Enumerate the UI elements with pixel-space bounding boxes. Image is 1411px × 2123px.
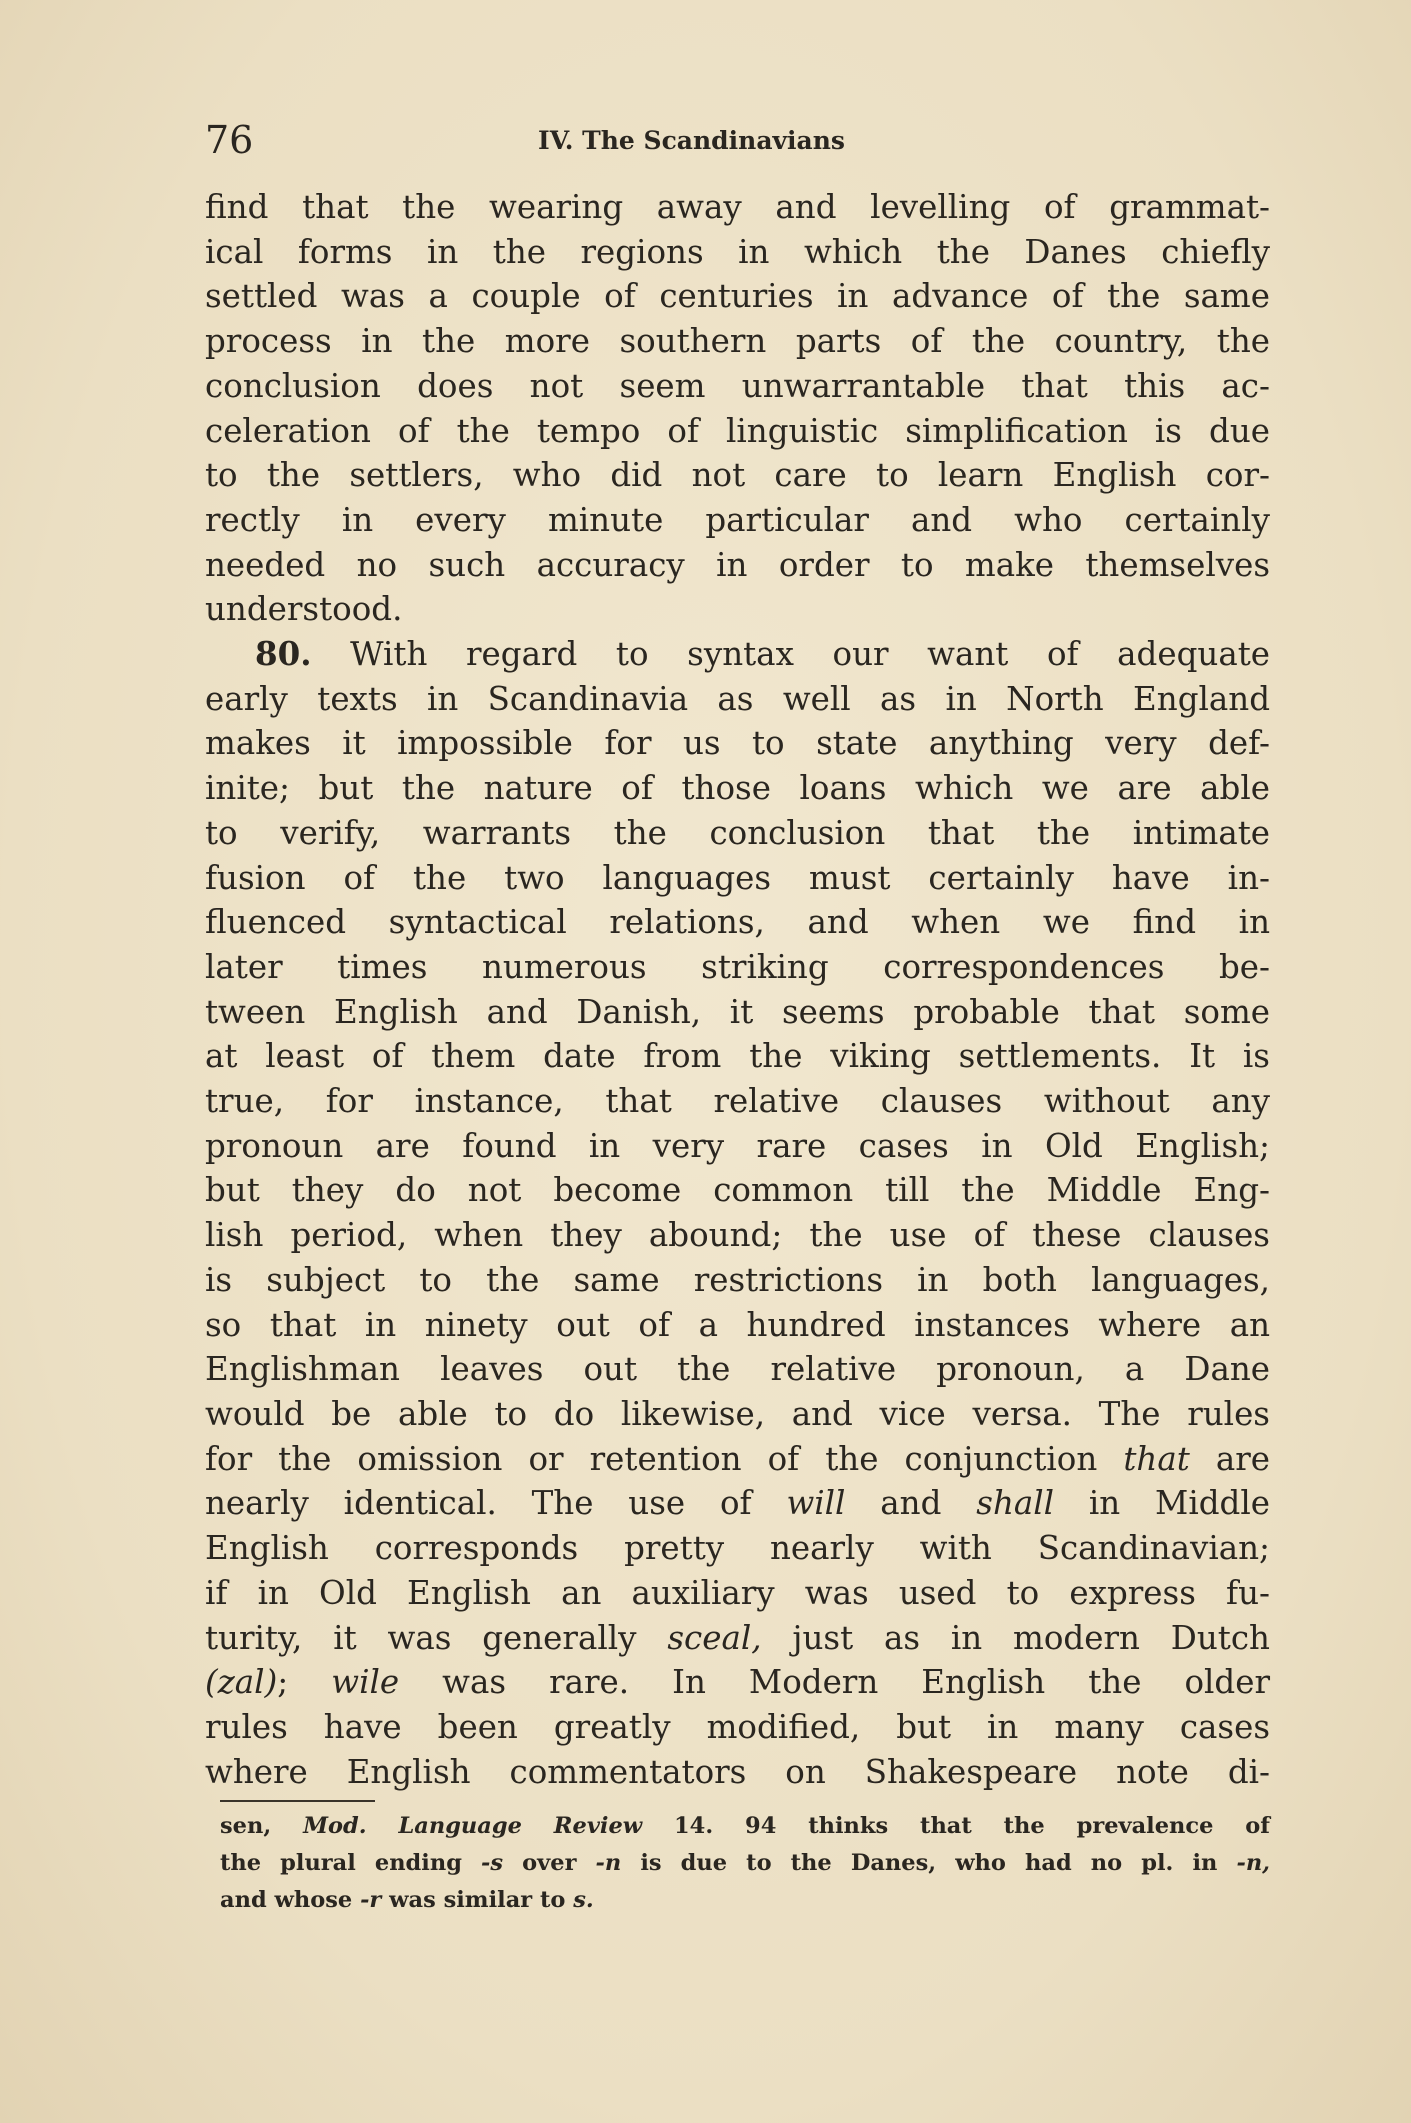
text-line: understood. xyxy=(205,590,403,629)
page-header xyxy=(205,118,1270,168)
text-line: if in Old English an auxiliary was used to express fu- xyxy=(205,1573,1270,1612)
text-line: true, for instance, that relative clauses without any xyxy=(205,1082,1270,1121)
italic-term: wile xyxy=(331,1663,400,1702)
text-line: later times numerous striking correspondences be- xyxy=(205,947,1270,986)
text-line: turity, it was generally sceal, just as in modern Dutch xyxy=(205,1618,1270,1657)
text-line: 80. With regard to syntax our want of adequate xyxy=(255,634,1270,674)
italic-term: will xyxy=(786,1484,846,1523)
text-line: is subject to the same restrictions in both languages, xyxy=(205,1260,1270,1299)
text-line: English corresponds pretty nearly with Scandinavian; xyxy=(205,1529,1270,1568)
text-line: at least of them date from the viking settlements. It is xyxy=(205,1037,1270,1076)
text-line: fluenced syntactical relations, and when we find in xyxy=(205,903,1270,942)
footnote-rule xyxy=(220,1800,375,1802)
text-line: would be able to do likewise, and vice versa. The rules xyxy=(205,1394,1270,1433)
body-text xyxy=(205,185,1270,1794)
text-line: to the settlers, who did not care to learn English cor- xyxy=(205,456,1270,495)
text-line: inite; but the nature of those loans which we are able xyxy=(205,769,1270,808)
footnote xyxy=(220,1808,1270,1919)
text-line: conclusion does not seem unwarrantable that this ac- xyxy=(205,366,1270,405)
footnote-line: and whose -r was similar to s. xyxy=(220,1887,594,1913)
text-line: ical forms in the regions in which the Danes chiefly xyxy=(205,232,1270,271)
text-line: makes it impossible for us to state anything very def- xyxy=(205,724,1270,763)
text-line: pronoun are found in very rare cases in Old English; xyxy=(205,1126,1270,1165)
text-line: celeration of the tempo of linguistic simplification is due xyxy=(205,411,1270,450)
journal-title: Mod. Language Review xyxy=(303,1813,643,1839)
text-line: rectly in every minute particular and who certainly xyxy=(205,500,1270,539)
text-line: (zal); wile was rare. In Modern English the older xyxy=(205,1663,1270,1702)
paragraph-2 xyxy=(205,632,1270,1794)
italic-term: that xyxy=(1123,1439,1190,1478)
paragraph-1 xyxy=(205,185,1270,632)
footnote-line: the plural ending -s over -n is due to the Danes, who had no pl. in -n, xyxy=(220,1850,1271,1876)
text-line: fusion of the two languages must certainly have in- xyxy=(205,858,1270,897)
italic-term: sceal, xyxy=(667,1618,762,1657)
text-line: lish period, when they abound; the use of these clauses xyxy=(205,1216,1270,1255)
text-line: settled was a couple of centuries in advance of the same xyxy=(205,277,1270,316)
italic-term: (zal) xyxy=(205,1663,278,1702)
text-line: rules have been greatly modified, but in many cases xyxy=(205,1707,1270,1746)
page-number: 76 xyxy=(205,118,254,162)
text-line: to verify, warrants the conclusion that the intimate xyxy=(205,813,1270,852)
text-line: early texts in Scandinavia as well as in North England xyxy=(205,679,1270,718)
text-line: process in the more southern parts of the country, the xyxy=(205,322,1270,361)
text-line: but they do not become common till the Middle Eng- xyxy=(205,1171,1270,1210)
running-head: IV. The Scandinavians xyxy=(538,126,845,155)
text-line: so that in ninety out of a hundred instances where an xyxy=(205,1305,1270,1344)
footnote-line: sen, Mod. Language Review 14. 94 thinks that the prevalence of xyxy=(220,1813,1270,1839)
text-line: find that the wearing away and levelling of grammat- xyxy=(205,188,1270,226)
text-line: Englishman leaves out the relative pronoun, a Dane xyxy=(205,1350,1270,1389)
section-number: 80. xyxy=(255,634,312,674)
text-line: where English commentators on Shakespeare note di- xyxy=(205,1752,1270,1791)
text-line: tween English and Danish, it seems probable that some xyxy=(205,992,1270,1031)
text-line: needed no such accuracy in order to make themselves xyxy=(205,545,1270,584)
italic-term: shall xyxy=(976,1484,1055,1523)
text-line: nearly identical. The use of will and shall in Middle xyxy=(205,1484,1270,1523)
text-line: for the omission or retention of the conjunction that are xyxy=(205,1439,1270,1478)
